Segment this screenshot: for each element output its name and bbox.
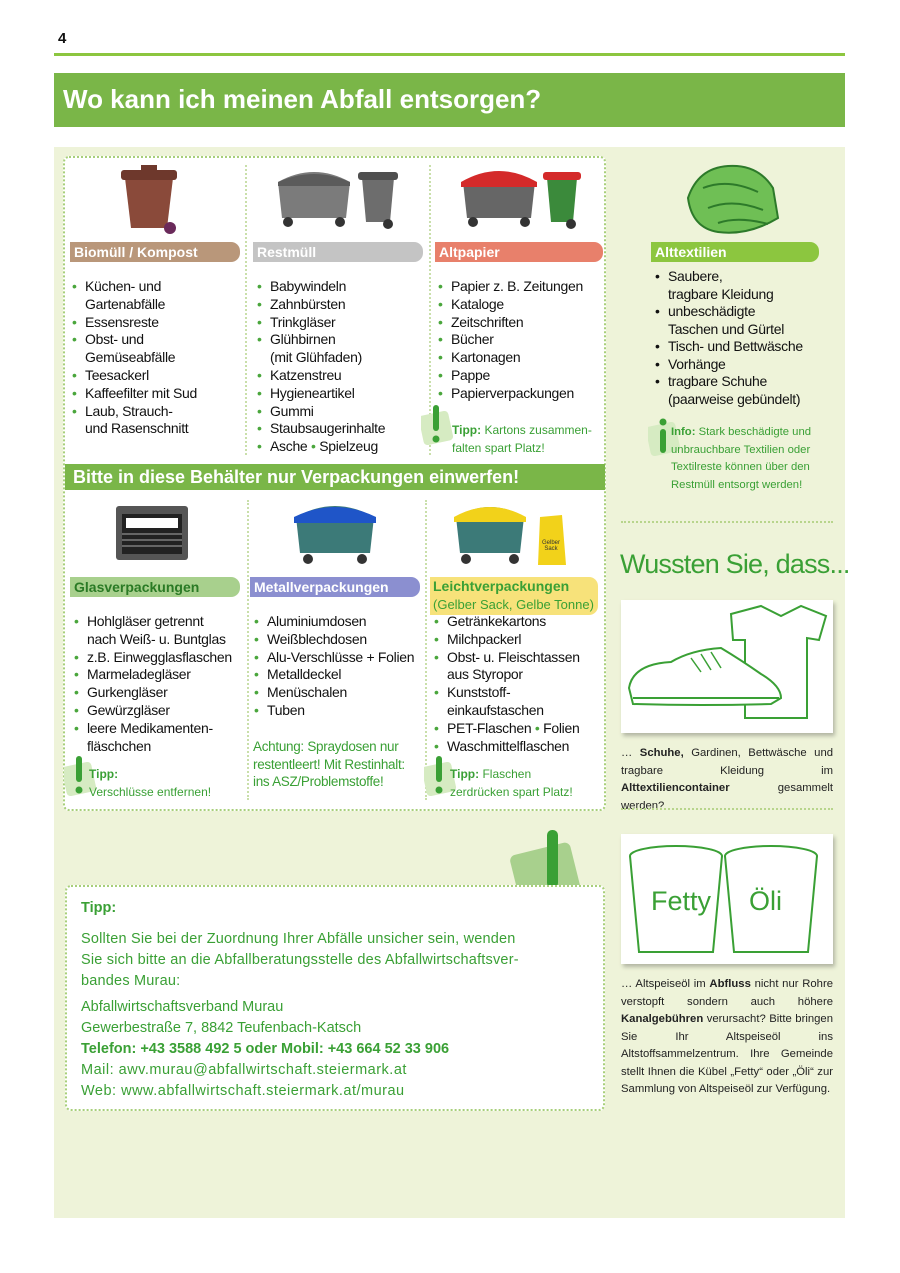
info-line: unbrauchbare Textilien oder [671, 443, 811, 456]
list-item: • Obst- und [70, 331, 245, 349]
list-item: • Kartonagen [436, 349, 606, 367]
packaging-banner: Bitte in diese Behälter nur Verpackungen einwerfen! [65, 464, 605, 490]
glas-container-icon [112, 500, 192, 565]
glas-list [72, 613, 247, 755]
leicht-list [432, 613, 607, 755]
restmuell-bins-icon [270, 160, 410, 230]
org-phone: Telefon: +43 3588 492 5 oder Mobil: +43 664 52 33 906 [81, 1041, 450, 1057]
glas-tip [89, 765, 239, 801]
category-label-alttextilien: Alttextilien [651, 242, 819, 262]
list-item: • Gewürzgläser [72, 702, 247, 720]
tip-text: Kartons zusammen- [484, 423, 592, 437]
tip-line: Sollten Sie bei der Zuordnung Ihrer Abfälle unsicher sein, wenden [81, 931, 516, 947]
tip-text: falten spart Platz! [452, 441, 545, 455]
tip-text: Verschlüsse entfernen! [89, 785, 212, 799]
list-item: • Hohlgläser getrennt [72, 613, 247, 631]
list-item: • Bücher [436, 331, 606, 349]
sidebar-divider [621, 521, 833, 523]
list-item: • Zahnbürsten [255, 296, 430, 314]
list-item: nach Weiß- u. Buntglas [87, 630, 226, 647]
info-label: Info: [671, 426, 696, 438]
biomuell-bin-icon [115, 160, 185, 235]
list-item: • leere Medikamenten- [72, 720, 247, 738]
fact-bold: Abfluss [709, 978, 751, 990]
category-label-metall: Metallverpackungen [250, 577, 420, 597]
list-item: • Vorhänge [653, 356, 833, 374]
list-item: • Babywindeln [255, 278, 430, 296]
list-item: • Gurkengläser [72, 684, 247, 702]
org-mail[interactable]: Mail: awv.murau@abfallwirtschaft.steiermark.at [81, 1062, 407, 1078]
list-item: • Essensreste [70, 314, 245, 332]
category-label-altpapier: Altpapier [435, 242, 603, 262]
list-item: • Zeitschriften [436, 314, 606, 332]
page-title: Wo kann ich meinen Abfall entsorgen? [63, 84, 542, 114]
tip-line: Sie sich bitte an die Abfallberatungsstelle des Abfallwirtschaftsver- [81, 952, 519, 968]
list-item: aus Styropor [447, 666, 523, 683]
biomuell-list [70, 278, 245, 438]
tip-text [81, 929, 589, 992]
list-item: • tragbare Schuhe [653, 373, 833, 391]
list-item: • Marmeladegläser [72, 666, 247, 684]
list-item: und Rasenschnitt [85, 420, 189, 437]
textiles-icon [678, 158, 788, 238]
info-line: Restmüll entsorgt werden! [671, 478, 803, 491]
tip-label: Tipp: [450, 767, 480, 781]
list-item: • Obst- u. Fleischtassen [432, 649, 607, 667]
list-item: • Weißblechdosen [252, 631, 427, 649]
tip-box [65, 885, 605, 1111]
category-label-leicht: Leichtverpackungen [433, 578, 570, 594]
list-item: • Aluminiumdosen [252, 613, 427, 631]
list-item: • Menüschalen [252, 684, 427, 702]
list-item: • Glühbirnen [255, 331, 430, 349]
tip-line: bandes Murau: [81, 973, 181, 989]
sidebar-divider [621, 808, 833, 810]
list-item-text: Folien [543, 719, 580, 736]
column-divider [245, 165, 247, 455]
metall-list [252, 613, 427, 720]
list-item: • Milchpackerl [432, 631, 607, 649]
list-item: Taschen und Gürtel [668, 320, 785, 337]
org-name: Abfallwirtschaftsverband Murau [81, 999, 284, 1015]
altpapier-list [436, 278, 606, 403]
org-address: Gewerbestraße 7, 8842 Teufenbach-Katsch [81, 1020, 362, 1036]
bucket-label-oeli: Öli [749, 886, 782, 916]
list-item: • Asche • Spielzeug [255, 438, 430, 456]
list-item-text: PET-Flaschen [447, 719, 532, 736]
list-item: • Staubsaugerinhalte [255, 420, 430, 438]
list-item: • Metalldeckel [252, 666, 427, 684]
category-label-glas: Glasverpackungen [70, 577, 240, 597]
exclamation-icon [421, 405, 455, 447]
list-item: Gartenabfälle [85, 295, 166, 312]
column-divider [247, 500, 249, 800]
list-item: • Teesackerl [70, 367, 245, 385]
list-item: • Waschmittelflaschen [432, 738, 607, 756]
list-item: tragbare Kleidung [668, 285, 774, 302]
altpapier-bins-icon [455, 160, 595, 230]
list-item: • z.B. Einwegglasflaschen [72, 649, 247, 667]
tip-text: zerdrücken spart Platz! [450, 785, 573, 799]
list-item: • Kunststoff- [432, 684, 607, 702]
list-item: (mit Glühfaden) [270, 349, 362, 366]
list-item: • Papierverpackungen [436, 385, 606, 403]
list-item: • Pappe [436, 367, 606, 385]
alttextilien-info [671, 424, 831, 494]
fact-bold: Kanalgebühren [621, 1013, 704, 1025]
tip-label: Tipp: [452, 423, 482, 437]
fact-text: gesammelt werden? [621, 782, 833, 812]
list-item: • Trinkgläser [255, 314, 430, 332]
sack-label: Gelber Sack [541, 540, 560, 552]
altpapier-tip [452, 421, 602, 457]
list-item: • Hygieneartikel [255, 385, 430, 403]
category-sublabel-leicht: (Gelber Sack, Gelbe Tonne) [433, 597, 594, 612]
list-item: Gemüseabfälle [85, 349, 176, 366]
fact-text: … Altspeiseöl im [621, 978, 710, 990]
tip-text: Flaschen [482, 767, 532, 781]
fact-text: Gardinen, Bettwäsche und tragbare Kleidung im [621, 747, 834, 777]
buckets-image [621, 834, 833, 964]
org-web[interactable]: Web: www.abfallwirtschaft.steiermark.at/murau [81, 1083, 405, 1099]
list-item: • Alu-Verschlüsse + Folien [252, 649, 427, 667]
spray-warning [253, 738, 405, 791]
list-item: • Laub, Strauch- [70, 403, 245, 421]
list-item: • PET-Flaschen • Folien [432, 720, 607, 738]
tip-heading: Tipp: [81, 900, 117, 916]
list-item: • Saubere, [653, 268, 833, 286]
restmuell-list [255, 278, 430, 456]
textiles-image [621, 600, 833, 733]
fact-bold: Schuhe, [639, 747, 684, 759]
list-item: • Getränkekartons [432, 613, 607, 631]
list-item: fläschchen [87, 737, 151, 754]
tip-label: Tipp: [89, 767, 119, 781]
info-line: Textilreste können über den [671, 461, 810, 474]
list-item: • Papier z. B. Zeitungen [436, 278, 606, 296]
page-number: 4 [58, 30, 67, 47]
warning-line: restentleert! Mit Restinhalt: [253, 756, 405, 772]
warning-line: ins ASZ/Problemstoffe! [253, 774, 384, 789]
metall-bin-icon [290, 497, 380, 567]
warning-line: Achtung: Spraydosen nur [253, 739, 399, 754]
bucket-label-fetty: Fetty [651, 886, 712, 916]
list-item: • Tuben [252, 702, 427, 720]
fact-text: verursacht? Bitte bringen Sie Ihr Altspeiseöl ins Altstoffsammelzentrum. Ihre Gemeinde stellt Ihnen die Kübel „Fetty“ oder „Öli“ zur Sammlung von Altspeiseöl zur Verfügung. [621, 1013, 833, 1095]
list-item: • Kaffeefilter mit Sud [70, 385, 245, 403]
fact-bold: Alttextiliencontainer [621, 782, 730, 794]
title-bar [54, 73, 845, 127]
leichtverpackung-bin-icon [450, 495, 570, 570]
top-rule [54, 53, 845, 56]
sidebar-heading: Wussten Sie, dass... [620, 549, 850, 579]
fact-cooking-oil [621, 976, 833, 1099]
list-item: • Küchen- und [70, 278, 245, 296]
fact-textiles [621, 745, 833, 815]
list-item: einkaufstaschen [447, 701, 544, 718]
list-item: • Tisch- und Bettwäsche [653, 338, 833, 356]
category-label-restmuell: Restmüll [253, 242, 423, 262]
shoe-shirt-icon [621, 600, 833, 733]
leicht-tip [450, 765, 605, 801]
list-item: • unbeschädigte [653, 303, 833, 321]
list-item: (paarweise gebündelt) [668, 390, 801, 407]
alttextilien-list [653, 268, 833, 408]
list-item: • Katzenstreu [255, 367, 430, 385]
category-label-biomuell: Biomüll / Kompost [70, 242, 240, 262]
list-item-text: Asche [270, 438, 308, 455]
info-line: Stark beschädigte und [698, 426, 812, 438]
fact-text: … [621, 747, 640, 759]
list-item-text: Spielzeug [319, 438, 378, 455]
fact-text: nicht nur Rohre verstopft sondern auch höhere [621, 978, 834, 1008]
list-item: • Kataloge [436, 296, 606, 314]
list-item: • Gummi [255, 403, 430, 421]
